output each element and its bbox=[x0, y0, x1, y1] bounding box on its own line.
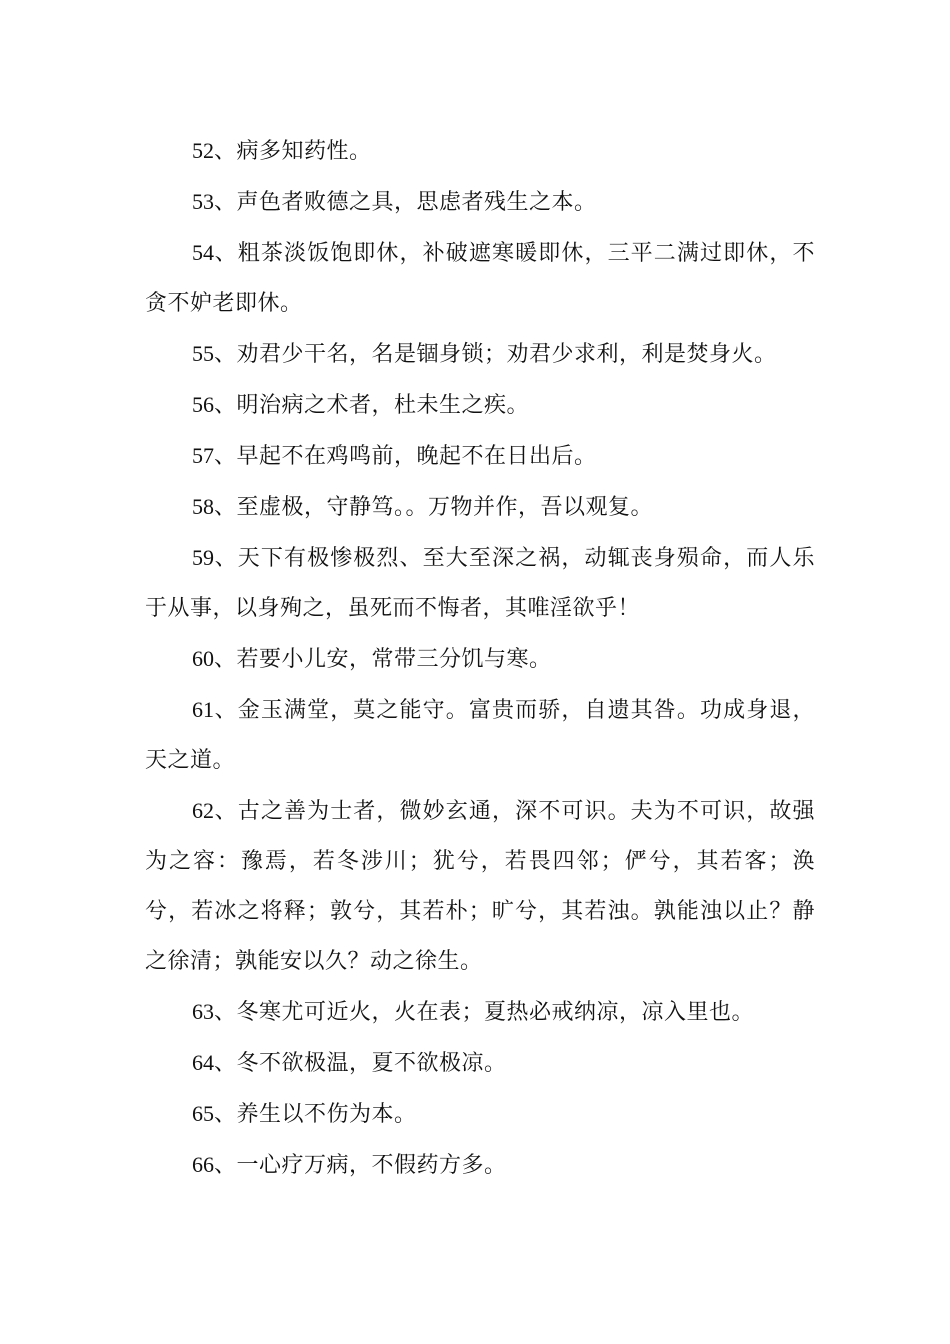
item-text: 、至虚极，守静笃。。万物并作，吾以观复。 bbox=[214, 495, 654, 520]
item-text: 、早起不在鸡鸣前，晚起不在日出后。 bbox=[214, 444, 597, 469]
list-item bbox=[145, 177, 815, 228]
list-item bbox=[145, 1140, 815, 1191]
item-text: 、一心疗万病，不假药方多。 bbox=[214, 1153, 507, 1178]
list-item bbox=[145, 380, 815, 431]
document-body bbox=[145, 126, 815, 1191]
item-text: 、病多知药性。 bbox=[214, 139, 372, 164]
list-item bbox=[145, 329, 815, 380]
item-text: 、冬寒尤可近火，火在表；夏热必戒纳凉，凉入里也。 bbox=[214, 1000, 755, 1025]
item-text: 、金玉满堂，莫之能守。富贵而骄，自遗其咎。功成身退，天之道。 bbox=[145, 698, 815, 773]
item-number: 59 bbox=[192, 545, 214, 570]
list-item bbox=[145, 786, 815, 987]
item-number: 52 bbox=[192, 138, 214, 163]
item-number: 64 bbox=[192, 1050, 214, 1075]
list-item bbox=[145, 431, 815, 482]
item-text: 、明治病之术者，杜未生之疾。 bbox=[214, 393, 530, 418]
item-number: 58 bbox=[192, 494, 214, 519]
list-item bbox=[145, 634, 815, 685]
item-text: 、粗茶淡饭饱即休，补破遮寒暖即休，三平二满过即休，不贪不妒老即休。 bbox=[145, 241, 815, 316]
item-text: 、养生以不伤为本。 bbox=[214, 1102, 417, 1127]
item-number: 54 bbox=[192, 240, 214, 265]
list-item bbox=[145, 987, 815, 1038]
item-number: 65 bbox=[192, 1101, 214, 1126]
item-number: 60 bbox=[192, 646, 214, 671]
item-text: 、声色者败德之具，思虑者残生之本。 bbox=[214, 190, 597, 215]
item-number: 61 bbox=[192, 697, 214, 722]
list-item bbox=[145, 126, 815, 177]
list-item bbox=[145, 533, 815, 634]
list-item bbox=[145, 685, 815, 786]
item-number: 53 bbox=[192, 189, 214, 214]
item-number: 57 bbox=[192, 443, 214, 468]
item-text: 、冬不欲极温，夏不欲极凉。 bbox=[214, 1051, 507, 1076]
item-number: 62 bbox=[192, 798, 214, 823]
item-text: 、天下有极惨极烈、至大至深之祸，动辄丧身殒命，而人乐于从事，以身殉之，虽死而不悔者，其唯淫欲乎！ bbox=[145, 546, 815, 621]
item-number: 63 bbox=[192, 999, 214, 1024]
item-number: 66 bbox=[192, 1152, 214, 1177]
item-text: 、若要小儿安，常带三分饥与寒。 bbox=[214, 647, 552, 672]
item-number: 55 bbox=[192, 341, 214, 366]
item-text: 、劝君少干名，名是锢身锁；劝君少求利，利是焚身火。 bbox=[214, 342, 777, 367]
list-item bbox=[145, 228, 815, 329]
item-number: 56 bbox=[192, 392, 214, 417]
list-item bbox=[145, 1038, 815, 1089]
item-text: 、古之善为士者，微妙玄通，深不可识。夫为不可识，故强为之容：豫焉，若冬涉川；犹兮，若畏四邻；俨兮，其若客；涣兮，若冰之将释；敦兮，其若朴；旷兮，其若浊。孰能浊以止？静之徐清；孰能安以久？动之徐生。 bbox=[145, 799, 815, 974]
list-item bbox=[145, 482, 815, 533]
list-item bbox=[145, 1089, 815, 1140]
